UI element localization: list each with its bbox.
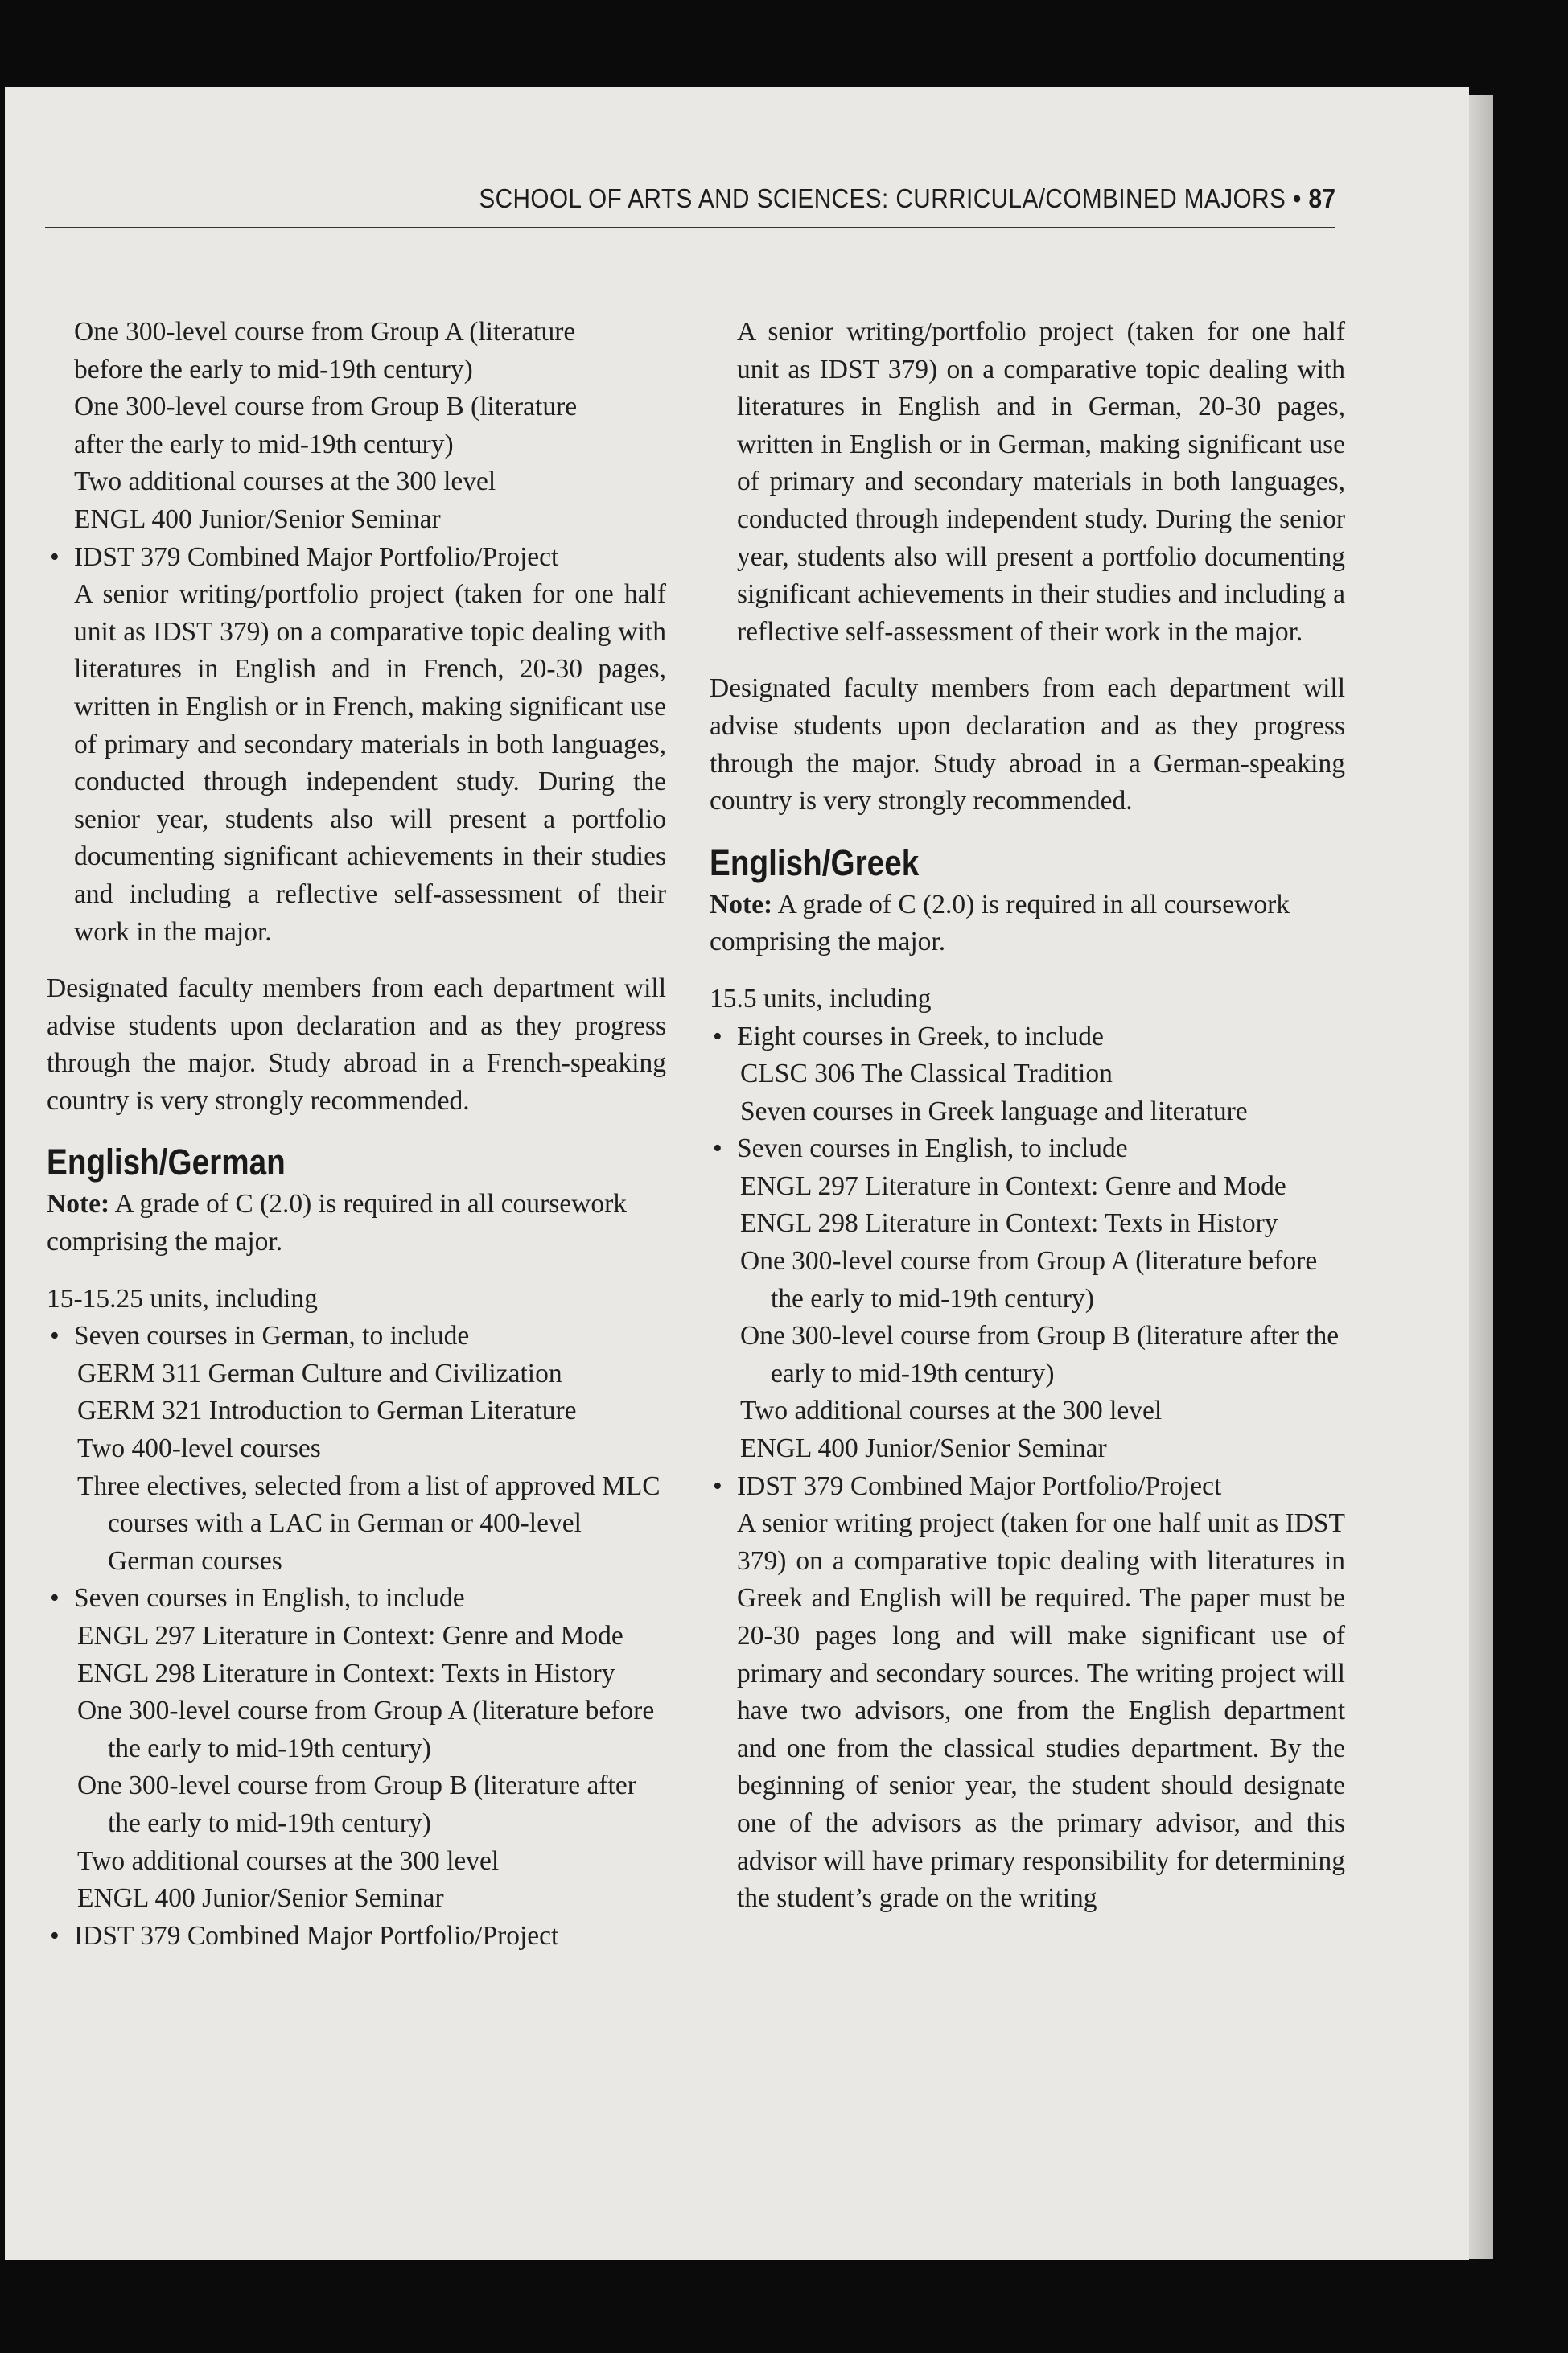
- page-edge: [1469, 95, 1493, 2259]
- bullet-english: • Seven courses in English, to include: [47, 1580, 666, 1618]
- english-course-list: [710, 1168, 1345, 1468]
- course-item: Three electives, selected from a list of approved MLC courses with a LAC in German or 400-level German courses: [77, 1471, 661, 1576]
- course-line: ENGL 400 Junior/Senior Seminar: [74, 504, 441, 534]
- bullet-project: • IDST 379 Combined Major Portfolio/Project: [710, 1468, 1345, 1506]
- course-item: ENGL 298 Literature in Context: Texts in History: [77, 1658, 615, 1689]
- note-text: A grade of C (2.0) is required in all coursework comprising the major.: [47, 1189, 627, 1257]
- advising-paragraph: Designated faculty members from each department will advise students upon declaration and as they progress through the major. Study abroad in a French-speaking country is very strongly recommended.: [47, 973, 666, 1116]
- english-course-list: [47, 1618, 666, 1918]
- header-title: SCHOOL OF ARTS AND SCIENCES: CURRICULA/COMBINED MAJORS • 87: [478, 183, 1335, 213]
- note-paragraph: [47, 1186, 666, 1261]
- course-item: Two additional courses at the 300 level: [77, 1845, 500, 1876]
- course-item: ENGL 297 Literature in Context: Genre and Mode: [77, 1621, 623, 1651]
- project-description: A senior writing/portfolio project (taken for one half unit as IDST 379) on a comparative topic dealing with literatures in English and in French, 20-30 pages, written in English or in French, making significant use of primary and secondary materials in both languages, conducted through independent study. During the senior year, students also will present a portfolio documenting significant achievements in their studies and including a reflective self-assessment of their work in the major.: [74, 579, 666, 947]
- left-column: [47, 314, 666, 1955]
- course-line: before the early to mid-19th century): [74, 354, 473, 385]
- course-line: One 300-level course from Group A (literature: [74, 317, 576, 347]
- course-item: Two 400-level courses: [77, 1434, 321, 1464]
- advising-paragraph: Designated faculty members from each department will advise students upon declaration and as they progress through the major. Study abroad in a German-speaking country is very strongly recommended.: [710, 673, 1345, 817]
- project-description: A senior writing/portfolio project (taken for one half unit as IDST 379) on a comparative topic dealing with literatures in English and in German, 20-30 pages, written in English or in German, making significant use of primary and secondary materials in both languages, conducted through independent study. During the senior year, students also will present a portfolio documenting significant achievements in their studies and including a reflective self-assessment of their work in the major.: [737, 317, 1345, 647]
- units-line: 15-15.25 units, including: [47, 1283, 318, 1314]
- note-paragraph: [710, 886, 1345, 961]
- right-column: [710, 314, 1345, 1918]
- course-item: ENGL 298 Literature in Context: Texts in History: [740, 1208, 1278, 1239]
- course-item: ENGL 400 Junior/Senior Seminar: [77, 1883, 444, 1914]
- course-item: ENGL 400 Junior/Senior Seminar: [740, 1434, 1107, 1464]
- section-heading-english-greek: English/Greek: [710, 841, 920, 883]
- bullet-project: • IDST 379 Combined Major Portfolio/Project: [47, 539, 666, 577]
- section-heading-english-german: English/German: [47, 1142, 286, 1183]
- course-item: GERM 311 German Culture and Civilization: [77, 1358, 562, 1388]
- running-header: [45, 179, 1335, 228]
- course-item: One 300-level course from Group B (literature after the early to mid-19th century): [77, 1771, 636, 1838]
- course-item: One 300-level course from Group A (literature before the early to mid-19th century): [77, 1696, 655, 1763]
- course-line: Two additional courses at the 300 level: [74, 467, 496, 497]
- course-line: One 300-level course from Group B (literature: [74, 392, 578, 422]
- bullet-german: • Seven courses in German, to include: [47, 1318, 666, 1355]
- header-text: SCHOOL OF ARTS AND SCIENCES: CURRICULA/COMBINED MAJORS: [478, 183, 1286, 213]
- course-line: after the early to mid-19th century): [74, 429, 454, 459]
- page-number: 87: [1308, 183, 1335, 213]
- note-label: Note:: [710, 889, 773, 919]
- project-description-greek: A senior writing project (taken for one half unit as IDST 379) on a comparative topic dealing with literatures in Greek and English will be required. The paper must be 20-30 pages long and will make significant use of primary and secondary sources. The writing project will have two advisors, one from the English department and one from the classical studies department. By the beginning of senior year, the student should designate one of the advisors as the primary advisor, and this advisor will have primary responsibility for determining the student’s grade on the writing: [737, 1508, 1345, 1914]
- course-item: Seven courses in Greek language and literature: [740, 1096, 1248, 1126]
- course-item: CLSC 306 The Classical Tradition: [740, 1059, 1113, 1089]
- note-label: Note:: [47, 1189, 110, 1220]
- german-course-list: [47, 1355, 666, 1581]
- course-item: ENGL 297 Literature in Context: Genre and Mode: [740, 1170, 1286, 1201]
- course-item: GERM 321 Introduction to German Literature: [77, 1396, 577, 1426]
- bullet-project-2: • IDST 379 Combined Major Portfolio/Project: [47, 1918, 666, 1956]
- continued-course-list: [47, 314, 666, 539]
- units-line: 15.5 units, including: [710, 983, 932, 1014]
- course-item: Two additional courses at the 300 level: [740, 1396, 1163, 1426]
- greek-course-list: [710, 1055, 1345, 1130]
- course-item: One 300-level course from Group B (literature after the early to mid-19th century): [740, 1321, 1340, 1388]
- bullet-greek: • Eight courses in Greek, to include: [710, 1018, 1345, 1056]
- note-text: A grade of C (2.0) is required in all coursework comprising the major.: [710, 889, 1290, 957]
- bullet-english: • Seven courses in English, to include: [710, 1130, 1345, 1168]
- course-item: One 300-level course from Group A (literature before the early to mid-19th century): [740, 1246, 1318, 1314]
